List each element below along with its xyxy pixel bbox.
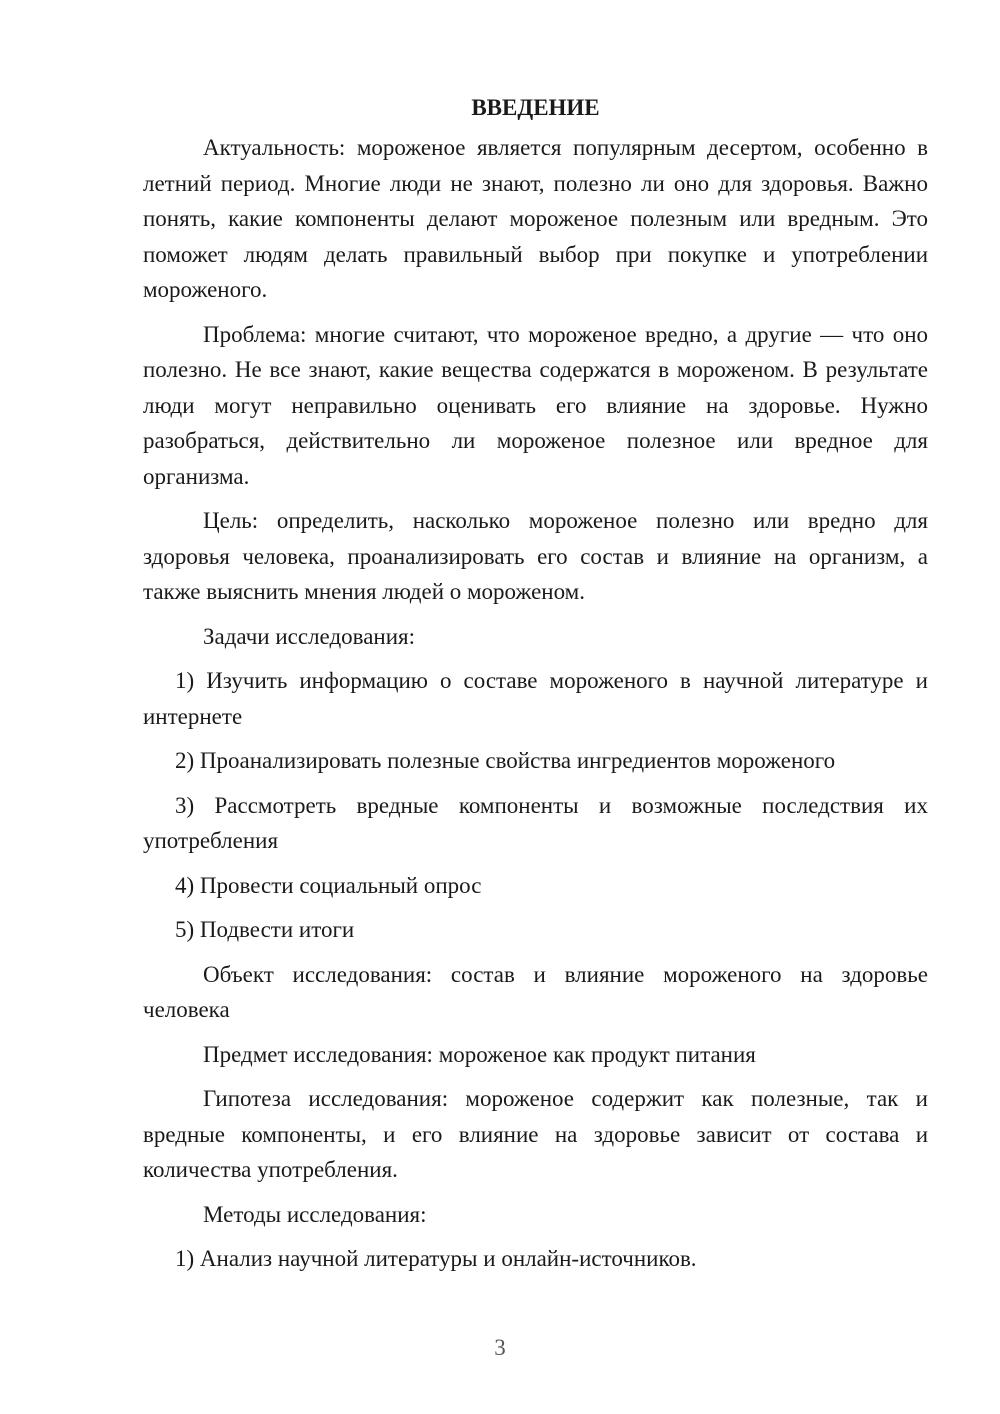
task-item: 1) Изучить информацию о составе мороженого в научной литературе и интернете — [143, 668, 928, 729]
method-item: 1) Анализ научной литературы и онлайн-источников. — [175, 1246, 697, 1271]
tasks-heading: Задачи исследования: — [203, 623, 416, 649]
relevance-paragraph: Актуальность: мороженое является популярным десертом, особенно в летний период. Многие люди не знают, полезно ли оно для здоровья. Важно понять, какие компоненты делают мороженое полезным или вредным. Это поможет людям делать правильный выбор при покупке и употреблении мороженого. — [143, 135, 928, 302]
methods-heading: Методы исследования: — [203, 1201, 427, 1227]
task-item: 4) Провести социальный опрос — [175, 872, 482, 898]
goal-paragraph: Цель: определить, насколько мороженое полезно или вредно для здоровья человека, проанализировать его состав и влияние на организм, а также выяснить мнения людей о мороженом. — [143, 508, 928, 604]
hypothesis-paragraph: Гипотеза исследования: мороженое содержит как полезные, так и вредные компоненты, и его влияние на здоровье зависит от состава и количества употребления. — [143, 1086, 928, 1182]
task-item: 2) Проанализировать полезные свойства ингредиентов мороженого — [175, 748, 836, 773]
task-item: 5) Подвести итоги — [175, 917, 355, 942]
problem-paragraph: Проблема: многие считают, что мороженое вредно, а другие — что оно полезно. Не все знают, какие вещества содержатся в мороженом. В результате люди могут неправильно оценивать его влияние на здоровье. Нужно разобраться, действительно ли мороженое полезное или вредное для организма. — [143, 321, 928, 489]
object-paragraph: Объект исследования: состав и влияние мороженого на здоровье человека — [143, 961, 928, 1022]
subject-paragraph: Предмет исследования: мороженое как продукт питания — [203, 1041, 756, 1067]
page-number: 3 — [494, 1335, 506, 1360]
task-item: 3) Рассмотреть вредные компоненты и возможные последствия их употребления — [143, 792, 928, 853]
document-page — [143, 90, 928, 1286]
page-title: ВВЕДЕНИЕ — [471, 95, 600, 120]
